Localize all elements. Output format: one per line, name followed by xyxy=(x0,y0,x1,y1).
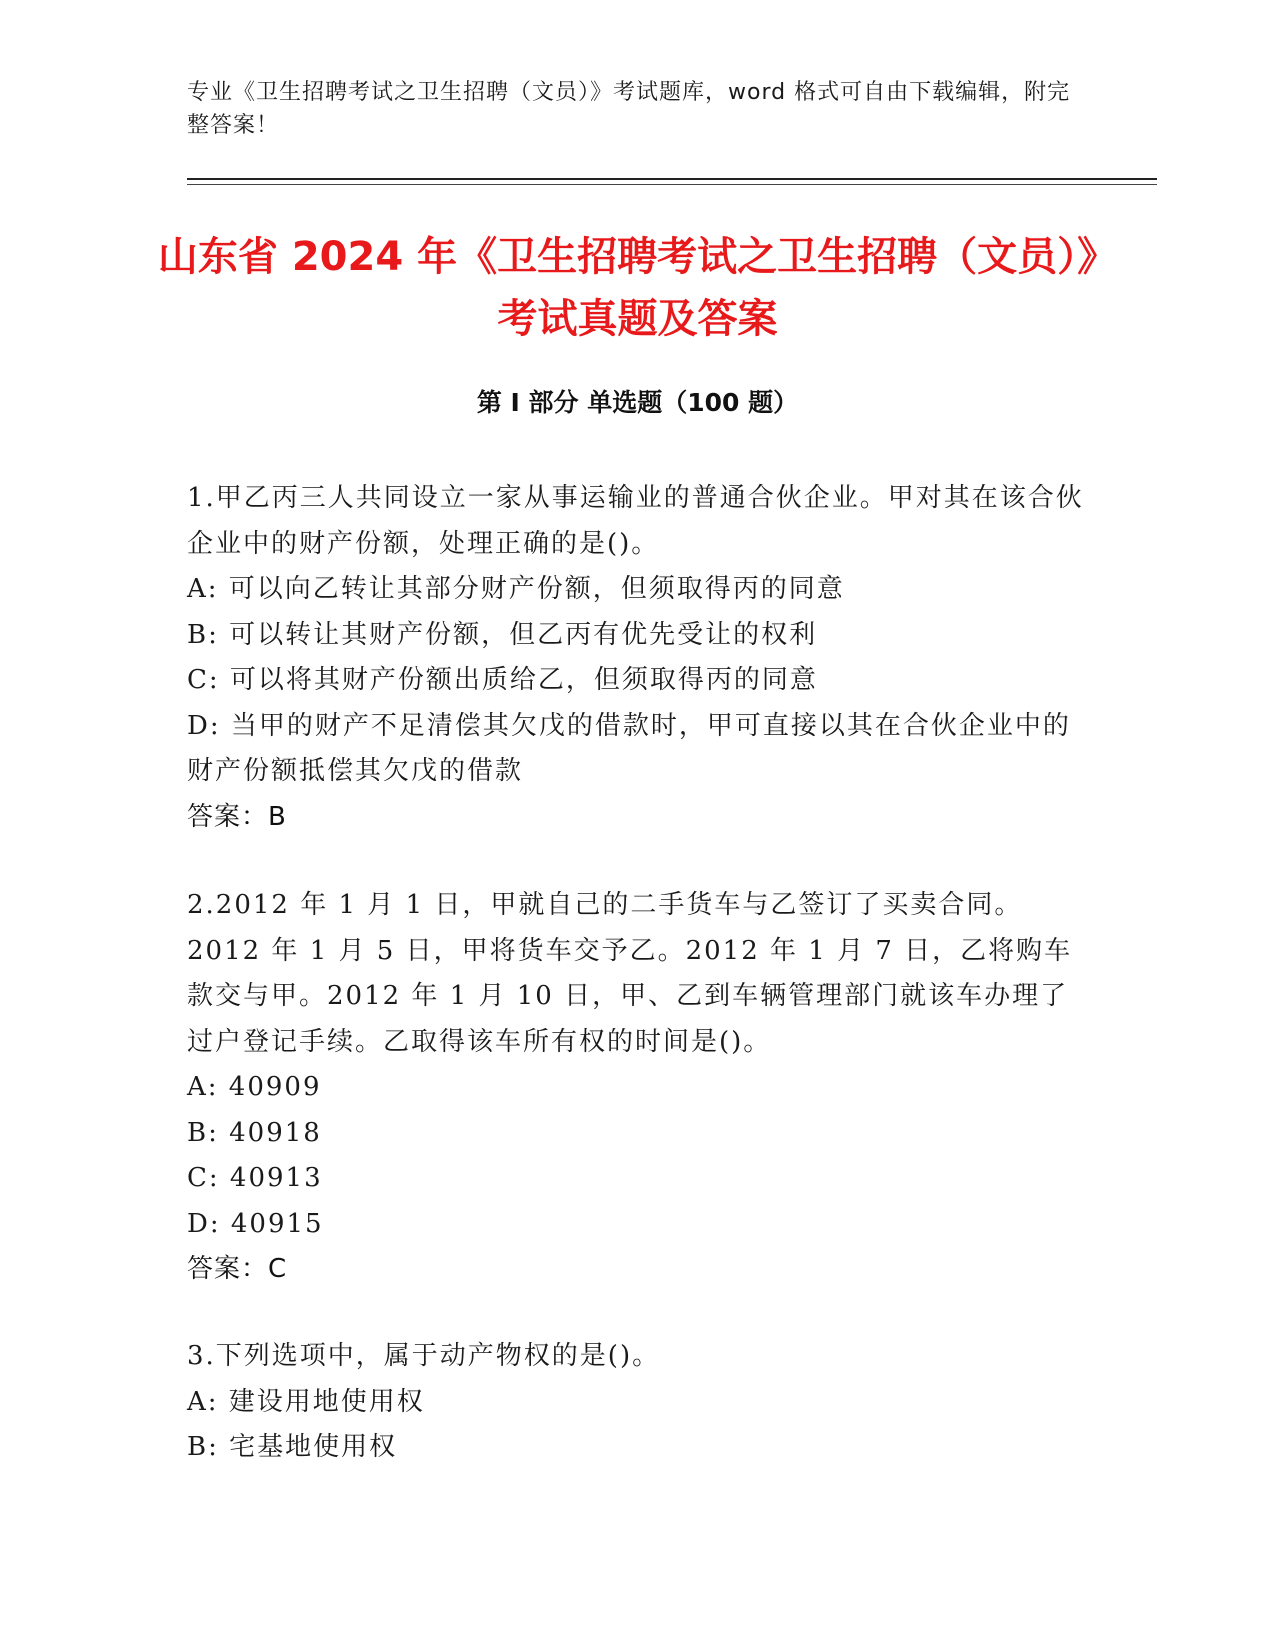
option-a: A: 可以向乙转让其部分财产份额，但须取得丙的同意 xyxy=(187,574,845,604)
question-1 xyxy=(187,476,1087,840)
option-b: B: 可以转让其财产份额，但乙丙有优先受让的权利 xyxy=(187,619,818,650)
document-title: 山东省 2024 年《卫生招聘考试之卫生招聘（文员）》考试真题及答案 xyxy=(157,234,1118,342)
header-divider-thin xyxy=(187,184,1157,185)
option-b: B: 宅基地使用权 xyxy=(187,1432,398,1462)
answer-line: 答案：B xyxy=(187,801,287,832)
option-b: B: 40918 xyxy=(187,1117,322,1148)
header-note: 专业《卫生招聘考试之卫生招聘（文员）》考试题库，word 格式可自由下载编辑，附完整答案！ xyxy=(187,80,1071,138)
question-3 xyxy=(187,1334,1087,1471)
option-c: C: 可以将其财产份额出质给乙，但须取得丙的同意 xyxy=(187,665,818,695)
header-divider-thick xyxy=(187,178,1157,180)
question-stem: 2.2012 年 1 月 1 日，甲就自己的二手货车与乙签订了买卖合同。2012 年 1 月 5 日，甲将货车交予乙。2012 年 1 月 7 日，乙将购车款交与甲。2012 年 1 月 10 日，甲、乙到车辆管理部门就该车办理了过户登记手续。乙取得该车所有权的时间是()。 xyxy=(187,890,1073,1057)
option-a: A: 建设用地使用权 xyxy=(187,1386,425,1417)
option-c: C: 40913 xyxy=(187,1163,323,1193)
option-d: D: 当甲的财产不足清偿其欠戊的借款时，甲可直接以其在合伙企业中的财产份额抵偿其欠戊的借款 xyxy=(187,710,1071,786)
option-a: A: 40909 xyxy=(187,1072,322,1102)
option-d: D: 40915 xyxy=(187,1208,324,1239)
answer-line: 答案：C xyxy=(187,1254,288,1284)
section-heading: 第 I 部分 单选题（100 题） xyxy=(476,388,799,417)
question-stem: 1.甲乙丙三人共同设立一家从事运输业的普通合伙企业。甲对其在该合伙企业中的财产份额，处理正确的是()。 xyxy=(187,483,1084,559)
question-stem: 3.下列选项中，属于动产物权的是()。 xyxy=(187,1341,661,1371)
question-2 xyxy=(187,883,1087,1293)
